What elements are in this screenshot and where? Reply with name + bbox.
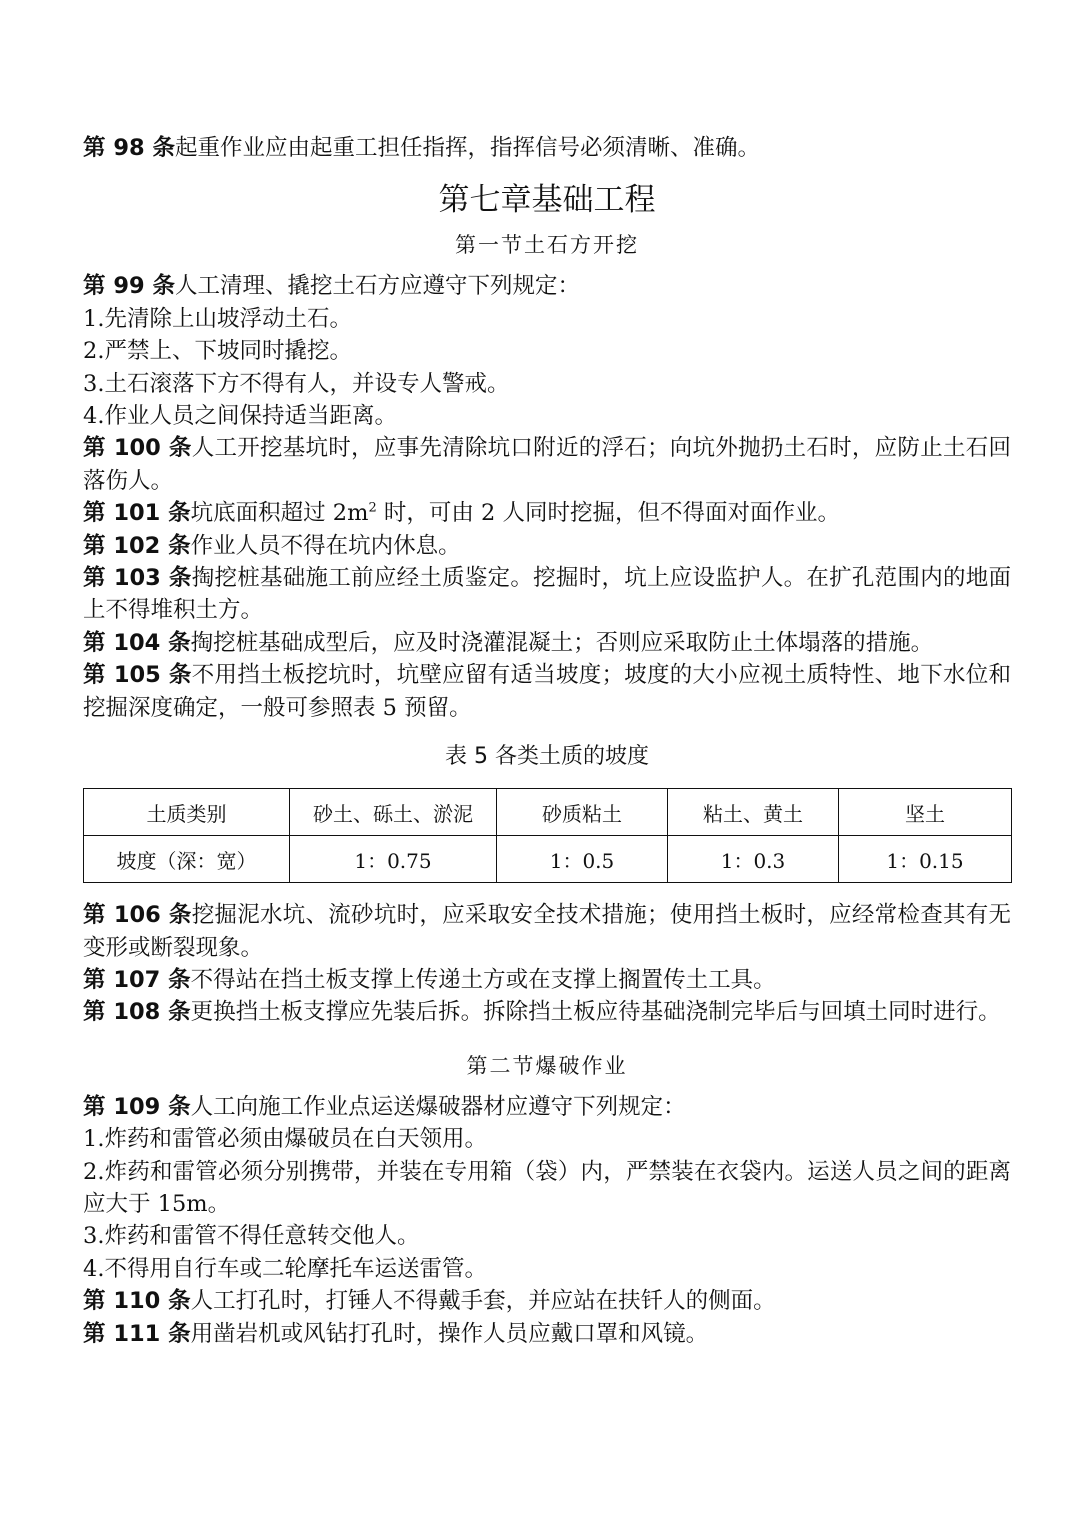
soil-slope-table xyxy=(83,788,1012,883)
article-text: 人工打孔时，打锤人不得戴手套，并应站在扶钎人的侧面。 xyxy=(190,1288,776,1315)
article-101 xyxy=(83,497,1011,529)
article-text: 挖掘泥水坑、流砂坑时，应采取安全技术措施；使用挡土板时，应经常检查其有无变形或断裂现象。 xyxy=(83,902,1011,961)
article-number: 第 101 条 xyxy=(83,500,191,527)
article-106 xyxy=(83,899,1011,964)
article-108 xyxy=(83,996,1011,1028)
article-111 xyxy=(83,1318,1011,1350)
article-text: 坑底面积超过 2m xyxy=(190,500,369,527)
article-107 xyxy=(83,964,1011,996)
section-title-2: 第二节爆破作业 xyxy=(466,1053,628,1078)
chapter-title: 第七章基础工程 xyxy=(438,182,656,219)
article-102 xyxy=(83,530,1011,562)
article-number: 第 104 条 xyxy=(83,629,191,656)
superscript: 2 xyxy=(368,500,377,516)
list-item: 3.土石滚落下方不得有人，并设专人警戒。 xyxy=(83,370,510,397)
article-text: 掏挖桩基础施工前应经土质鉴定。挖掘时，坑上应设监护人。在扩孔范围内的地面上不得堆积土方。 xyxy=(83,565,1011,624)
list-item: 1.先清除上山坡浮动土石。 xyxy=(83,305,352,332)
article-text: 起重作业应由起重工担任指挥，指挥信号必须清晰、准确。 xyxy=(174,135,760,161)
article-number: 第 102 条 xyxy=(83,532,191,559)
article-number: 第 103 条 xyxy=(83,565,192,592)
table-header-row xyxy=(84,789,1012,836)
article-number: 第 111 条 xyxy=(83,1320,191,1347)
article-text: 掏挖桩基础成型后，应及时浇灌混凝土；否则应采取防止土体塌落的措施。 xyxy=(190,629,934,656)
article-110 xyxy=(83,1285,1011,1317)
article-text: 更换挡土板支撑应先装后拆。拆除挡土板应待基础浇制完毕后与回填土同时进行。 xyxy=(190,999,1001,1026)
article-number: 第 106 条 xyxy=(83,902,192,929)
table-cell: 1：0.75 xyxy=(290,836,497,883)
article-103 xyxy=(83,562,1011,627)
table-caption: 表 5 各类土质的坡度 xyxy=(445,744,649,770)
article-text: 用凿岩机或风钻打孔时，操作人员应戴口罩和风镜。 xyxy=(190,1320,709,1347)
list-item: 4.作业人员之间保持适当距离。 xyxy=(83,403,397,430)
article-text: 时，可由 2 人同时挖掘，但不得面对面作业。 xyxy=(376,500,841,527)
article-104 xyxy=(83,627,1011,659)
article-number: 第 105 条 xyxy=(83,662,192,689)
article-number: 第 98 条 xyxy=(83,135,175,161)
document-page xyxy=(83,132,1011,1350)
article-number: 第 100 条 xyxy=(83,435,192,462)
article-98 xyxy=(83,132,1011,164)
article-number: 第 110 条 xyxy=(83,1288,191,1315)
article-100 xyxy=(83,432,1011,497)
article-99 xyxy=(83,270,1011,302)
article-text: 人工向施工作业点运送爆破器材应遵守下列规定： xyxy=(190,1093,686,1120)
table-row xyxy=(84,836,1012,883)
article-text: 不用挡土板挖坑时，坑壁应留有适当坡度；坡度的大小应视土质特性、地下水位和挖掘深度确定，一般可参照表 5 预留。 xyxy=(83,662,1011,721)
article-number: 第 107 条 xyxy=(83,966,191,993)
article-number: 第 109 条 xyxy=(83,1093,191,1120)
table-header-cell: 坚土 xyxy=(839,789,1012,836)
list-item: 3.炸药和雷管不得任意转交他人。 xyxy=(83,1223,420,1250)
article-text: 人工开挖基坑时，应事先清除坑口附近的浮石；向坑外抛扔土石时，应防止土石回落伤人。 xyxy=(83,435,1011,494)
section-title-1: 第一节土石方开挖 xyxy=(455,233,639,258)
article-text: 作业人员不得在坑内休息。 xyxy=(190,532,461,559)
list-item: 1.炸药和雷管必须由爆破员在白天领用。 xyxy=(83,1126,487,1153)
table-header-cell: 粘土、黄土 xyxy=(668,789,839,836)
table-header-cell: 土质类别 xyxy=(84,789,290,836)
table-cell: 1：0.15 xyxy=(839,836,1012,883)
list-item: 2.炸药和雷管必须分别携带，并装在专用箱（袋）内，严禁装在衣袋内。运送人员之间的距离应大于 15m。 xyxy=(83,1158,1011,1217)
article-109 xyxy=(83,1091,1011,1123)
table-cell: 1：0.3 xyxy=(668,836,839,883)
table-header-cell: 砂土、砾土、淤泥 xyxy=(290,789,497,836)
list-item: 2.严禁上、下坡同时撬挖。 xyxy=(83,338,352,365)
article-number: 第 108 条 xyxy=(83,999,191,1026)
article-number: 第 99 条 xyxy=(83,273,175,300)
article-105 xyxy=(83,659,1011,724)
article-text: 不得站在挡土板支撑上传递土方或在支撑上搁置传土工具。 xyxy=(190,966,776,993)
table-cell: 1：0.5 xyxy=(497,836,668,883)
list-item: 4.不得用自行车或二轮摩托车运送雷管。 xyxy=(83,1255,487,1282)
table-cell: 坡度（深：宽） xyxy=(84,836,290,883)
table-header-cell: 砂质粘土 xyxy=(497,789,668,836)
article-text: 人工清理、撬挖土石方应遵守下列规定： xyxy=(174,273,580,300)
